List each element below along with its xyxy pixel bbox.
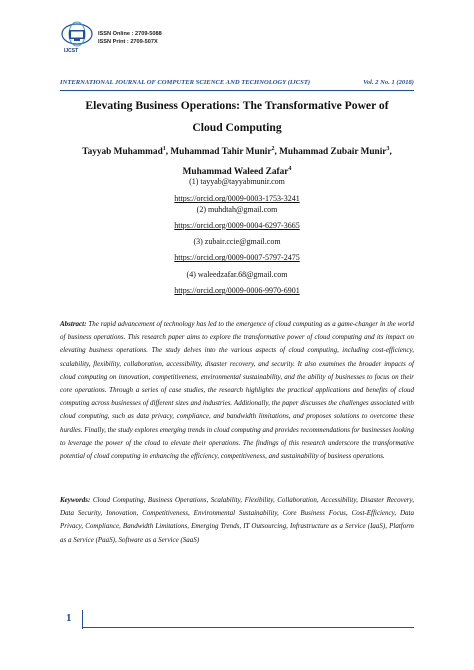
journal-logo-icon [60, 20, 94, 50]
author-email: (3) zubair.ccie@gmail.com [193, 237, 281, 247]
journal-volume: Vol. 2 No. 1 (2018) [363, 79, 414, 86]
journal-name: INTERNATIONAL JOURNAL OF COMPUTER SCIENCE AND TECHNOLOGY (IJCST) [60, 79, 311, 86]
author: Muhammad Tahir Munir$^2$, [170, 146, 280, 158]
page-footer [60, 610, 414, 629]
abstract [60, 318, 414, 463]
orcid-link[interactable]: https://orcid.org/0009-0007-5797-2475 [174, 253, 300, 263]
author-email: (1) tayyab@tayyabmunir.com [189, 177, 285, 186]
author: Tayyab Muhammad$^1$, [82, 146, 171, 158]
abstract-label: Abstract: [60, 320, 87, 328]
keywords-label: Keywords: [60, 496, 91, 504]
author-contacts [60, 177, 414, 296]
page-number: 1 [66, 612, 72, 624]
orcid-link[interactable]: https://orcid.org/0009-0004-6297-3665 [174, 220, 300, 230]
paper-title: Elevating Business Operations: The Transformative Power of Cloud Computing [85, 99, 389, 134]
orcid-link[interactable]: https://orcid.org/0009-0003-1753-3241 [174, 194, 300, 204]
author: Muhammad Zubair Munir$^3$, [279, 146, 392, 158]
author-list [64, 141, 410, 181]
orcid-link[interactable]: https://orcid.org/0009-0006-9970-6901 [174, 286, 300, 296]
author-email: (2) muhdtah@gmail.com [196, 204, 278, 214]
header-rule [60, 90, 414, 91]
running-header [60, 79, 414, 89]
keywords-text: Cloud Computing, Business Operations, Scalability, Flexibility, Collaboration, Accessibility, Disaster Recovery, Data Security, Innovation, Competitiveness, Environmental Sustainability, Core Business Focus, Cost-Efficiency, Data Privacy, Compliance, Bandwidth Limitations, Emerging Trends, IT Outsourcing, Infrastructure as a Service (IaaS), Platform as a Service (PaaS), Software as a Service (SaaS) [60, 496, 415, 544]
author: Muhammad Waleed Zafar$^4$ [182, 166, 292, 178]
author-email: (4) waleedzafar.68@gmail.com [186, 269, 288, 279]
journal-logo-name: IJCST [64, 48, 79, 54]
footer-rule [82, 627, 414, 628]
abstract-text: The rapid advancement of technology has led to the emergence of cloud computing as a game-changer in the world of business operations. This research paper aims to explore the transformative power of cloud computing and its impact on elevating business operations. The study delves into the various aspects of cloud computing, including cost-efficiency, scalability, flexibility, collaboration, accessibility, disaster recovery, and security. It also examines the broader impacts of cloud computing on innovation, competitiveness, environmental sustainability, and the ability of businesses to focus on their core operations. Through a series of case studies, the research highlights the practical applications and benefits of cloud computing across businesses of different sizes and industries. Additionally, the paper discusses the challenges associated with cloud computing, such as data privacy, compliance, and bandwidth limitations, and proposes solutions to overcome these hurdles. Finally, the study explores emerging trends in cloud computing and provides recommendations for businesses looking to leverage the power of the cloud to elevate their operations. The findings of this research underscore the transformative potential of cloud computing in enhancing the efficiency, competitiveness, and sustainability of business operations. [60, 320, 415, 461]
keywords [60, 494, 414, 547]
issn-online: ISSN Online : 2709-5088 [98, 31, 162, 37]
issn-print: ISSN Print : 2709-507X [98, 39, 158, 45]
